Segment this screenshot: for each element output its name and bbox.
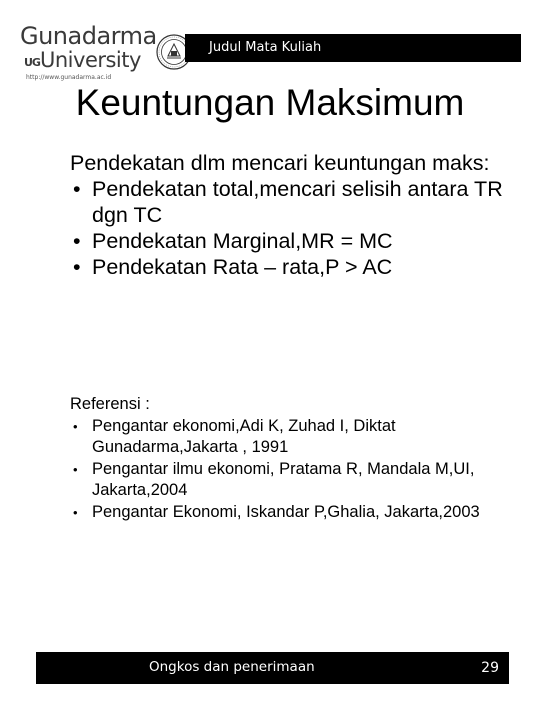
list-item-text: Pendekatan Marginal,MR = MC — [92, 229, 393, 253]
slide-title: Keuntungan Maksimum — [75, 82, 465, 123]
list-item — [70, 176, 510, 228]
gunadarma-logo — [14, 16, 184, 81]
intro-text: Pendekatan dlm mencari keuntungan maks: — [70, 151, 490, 175]
list-item-text: Pendekatan total,mencari selisih antara TR dgn TC — [92, 177, 503, 227]
bullet-icon: • — [73, 462, 78, 477]
list-item-text: Pendekatan Rata – rata,P > AC — [92, 255, 393, 279]
bullet-icon: • — [73, 255, 81, 279]
bullet-icon: • — [73, 505, 78, 520]
reference-text: Pengantar Ekonomi, Iskandar P,Ghalia, Jakarta,2003 — [92, 503, 480, 521]
main-content — [70, 150, 510, 280]
list-item — [70, 228, 510, 254]
bullet-icon: • — [73, 419, 78, 434]
reference-item — [70, 416, 490, 458]
footer-text: Ongkos dan penerimaan — [149, 659, 315, 675]
reference-text: Pengantar ekonomi,Adi K, Zuhad I, Diktat Gunadarma,Jakarta , 1991 — [92, 417, 396, 456]
bullet-icon: • — [73, 177, 81, 201]
logo-line2: University — [40, 48, 141, 72]
reference-item — [70, 459, 490, 501]
logo-ug: UG — [24, 56, 40, 69]
header-bar — [185, 34, 521, 62]
references — [70, 394, 490, 523]
bullet-icon: • — [73, 229, 81, 253]
page-number: 29 — [481, 660, 499, 676]
reference-item — [70, 502, 490, 523]
references-heading: Referensi : — [70, 395, 150, 413]
footer-bar — [36, 652, 509, 684]
logo-url: http://www.gunadarma.ac.id — [26, 74, 112, 81]
list-item — [70, 254, 510, 280]
reference-text: Pengantar ilmu ekonomi, Pratama R, Mandala M,UI, Jakarta,2004 — [92, 460, 475, 499]
course-title: Judul Mata Kuliah — [209, 40, 322, 55]
logo-line1: Gunadarma — [20, 22, 157, 50]
